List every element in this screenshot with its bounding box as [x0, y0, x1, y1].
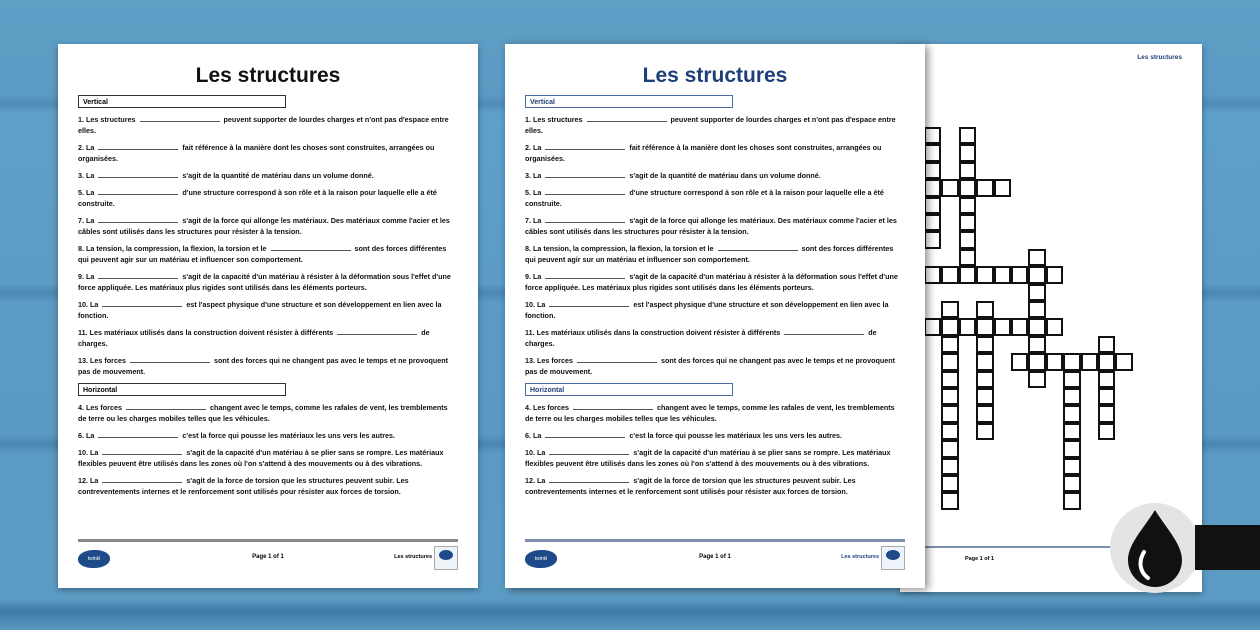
clue-text: sont des forces qui ne changent pas avec le temps et ne provoquent pas de mouvement. [525, 356, 896, 376]
clue-text: La [86, 188, 95, 197]
clue [525, 215, 905, 237]
clue-number: 8. [525, 244, 531, 253]
answer-blank[interactable] [98, 142, 178, 150]
clue-text: de charges. [78, 328, 430, 348]
crossword-cell[interactable] [924, 127, 941, 144]
clue-text: La [533, 216, 542, 225]
crossword-cell[interactable] [924, 144, 941, 161]
answer-blank[interactable] [587, 114, 667, 122]
crossword-cell[interactable] [941, 492, 958, 509]
crossword-cell[interactable] [1081, 353, 1098, 370]
clue-text: Les matériaux utilisés dans la construction doivent résister à différents [536, 328, 781, 337]
clue-text: La [533, 188, 542, 197]
clue-text: Les forces [86, 403, 122, 412]
crossword-cell[interactable] [1098, 388, 1115, 405]
clue [525, 327, 905, 349]
crossword-cell[interactable] [976, 301, 993, 318]
clue-number: 11. [525, 328, 535, 337]
crossword-cell[interactable] [941, 388, 958, 405]
clue [78, 187, 458, 209]
clue-text: Les structures [86, 115, 136, 124]
crossword-page-number: Page 1 of 1 [965, 556, 995, 562]
crossword-cell[interactable] [941, 440, 958, 457]
crossword-cell[interactable] [1028, 266, 1045, 283]
crossword-cell[interactable] [1063, 475, 1080, 492]
clue-text: La [90, 300, 99, 309]
crossword-cell[interactable] [959, 231, 976, 248]
clue [525, 299, 905, 321]
clue [78, 475, 458, 497]
crossword-cell[interactable] [976, 388, 993, 405]
clue-text: La [86, 143, 95, 152]
clue-text: c'est la force qui pousse les matériaux les uns vers les autres. [629, 431, 843, 440]
clue-number: 12. [78, 476, 88, 485]
crossword-cell[interactable] [1046, 353, 1063, 370]
answer-blank[interactable] [549, 447, 629, 455]
clue-number: 13. [525, 356, 535, 365]
clue-text: sont des forces qui ne changent pas avec le temps et ne provoquent pas de mouvement. [78, 356, 449, 376]
crossword-cell[interactable] [924, 179, 941, 196]
clue-number: 8. [78, 244, 84, 253]
logo: twinkl [78, 550, 110, 568]
clue-number: 6. [78, 431, 84, 440]
clue-number: 10. [525, 448, 535, 457]
crossword-cell[interactable] [1046, 318, 1063, 335]
crossword-cell[interactable] [1063, 371, 1080, 388]
clue-text: La [86, 216, 95, 225]
clue [78, 402, 458, 424]
clue-text: Les forces [533, 403, 569, 412]
answer-blank[interactable] [140, 114, 220, 122]
crossword-cell[interactable] [1046, 266, 1063, 283]
page-footer [78, 539, 458, 588]
section-horizontal: Horizontal [78, 383, 286, 396]
crossword-cell[interactable] [941, 458, 958, 475]
clue-number: 10. [78, 300, 88, 309]
crossword-cell[interactable] [1098, 405, 1115, 422]
answer-blank[interactable] [549, 299, 629, 307]
answer-blank[interactable] [102, 475, 182, 483]
badge-bar [1195, 525, 1260, 570]
clue [78, 243, 458, 265]
answer-blank[interactable] [545, 170, 625, 178]
clue-number: 10. [78, 448, 88, 457]
page-number: Page 1 of 1 [699, 554, 731, 560]
clue-text: La [537, 448, 546, 457]
clue [525, 355, 905, 377]
clue [78, 215, 458, 237]
crossword-cell[interactable] [1063, 353, 1080, 370]
clue [525, 170, 905, 181]
footer-text: Les structures [394, 554, 432, 560]
clue-text: s'agit de la capacité d'un matériau à résister à la déformation sous l'effet d'une force appliquée. Les matériaux plus rigides sont utilisés dans les éléments porteurs. [525, 272, 898, 292]
crossword-cell[interactable] [1011, 318, 1028, 335]
crossword-cell[interactable] [994, 318, 1011, 335]
clue [78, 430, 458, 441]
clue-number: 10. [525, 300, 535, 309]
clue-number: 2. [78, 143, 84, 152]
worksheet-page-blue [505, 44, 925, 588]
clue [78, 327, 458, 349]
clue-text: changent avec le temps, comme les rafales de vent, les tremblements de terre ou les charges mobiles telles que les véhicules. [525, 403, 895, 423]
answer-blank[interactable] [98, 187, 178, 195]
clue-text: s'agit de la quantité de matériau dans un volume donné. [182, 171, 374, 180]
clue-number: 3. [78, 171, 84, 180]
clue-text: La [86, 431, 95, 440]
crossword-cell[interactable] [1063, 423, 1080, 440]
crossword-cell[interactable] [976, 405, 993, 422]
clue-text: La [537, 476, 546, 485]
clue [78, 299, 458, 321]
logo: twinkl [525, 550, 557, 568]
crossword-cell[interactable] [1063, 458, 1080, 475]
crossword-cell[interactable] [941, 405, 958, 422]
clue-text: d'une structure correspond à son rôle et à la raison pour laquelle elle a été construite. [525, 188, 884, 208]
clue-text: changent avec le temps, comme les rafales de vent, les tremblements de terre ou les charges mobiles telles que les véhicules. [78, 403, 448, 423]
clue [78, 355, 458, 377]
crossword-cell[interactable] [924, 266, 941, 283]
clue-text: s'agit de la capacité d'un matériau à résister à la déformation sous l'effet d'une force appliquée. Les matériaux plus rigides sont utilisés dans les éléments porteurs. [78, 272, 451, 292]
crossword-cell[interactable] [1063, 388, 1080, 405]
clue-text: fait référence à la manière dont les choses sont construites, arrangées ou organisées. [525, 143, 882, 163]
clue-number: 5. [78, 188, 84, 197]
clue-text: s'agit de la force qui allonge les matériaux. Des matériaux comme l'acier et les câbles sont utilisés dans les structures pour résister à la tension. [78, 216, 450, 236]
section-vertical: Vertical [525, 95, 733, 108]
clue-text: La tension, la compression, la flexion, la torsion et le [86, 244, 267, 253]
clue [78, 114, 458, 136]
clue [525, 114, 905, 136]
crossword-cell[interactable] [924, 318, 941, 335]
clue-number: 6. [525, 431, 531, 440]
answer-blank[interactable] [718, 243, 798, 251]
clue-number: 11. [78, 328, 88, 337]
page-title: Les structures [195, 64, 341, 87]
crossword-cell[interactable] [1011, 266, 1028, 283]
answer-blank[interactable] [545, 430, 625, 438]
crossword-cell[interactable] [941, 336, 958, 353]
crossword-cell[interactable] [959, 197, 976, 214]
answer-blank[interactable] [126, 402, 206, 410]
crossword-cell[interactable] [1115, 353, 1132, 370]
clue-text: peuvent supporter de lourdes charges et n'ont pas d'espace entre elles. [525, 115, 896, 135]
clue-text: La [90, 448, 99, 457]
clue-number: 3. [525, 171, 531, 180]
clue-number: 9. [525, 272, 531, 281]
clue-text: Les structures [533, 115, 583, 124]
clue-text: s'agit de la force de torsion que les structures peuvent subir. Les contreventements internes et le renforcement sont utilisés pour résister aux forces de torsion. [525, 476, 856, 496]
clue-text: La [86, 171, 95, 180]
crossword-cell[interactable] [959, 214, 976, 231]
clue-text: La [533, 431, 542, 440]
clue-number: 9. [78, 272, 84, 281]
crossword-cell[interactable] [1098, 423, 1115, 440]
crossword-cell[interactable] [1098, 353, 1115, 370]
crossword-cell[interactable] [959, 266, 976, 283]
crossword-cell[interactable] [1028, 249, 1045, 266]
clue-text: s'agit de la quantité de matériau dans un volume donné. [629, 171, 821, 180]
clue [525, 402, 905, 424]
crossword-cell[interactable] [994, 179, 1011, 196]
answer-blank[interactable] [271, 243, 351, 251]
clue-text: d'une structure correspond à son rôle et à la raison pour laquelle elle a été construite. [78, 188, 437, 208]
crossword-cell[interactable] [976, 371, 993, 388]
clue-number: 12. [525, 476, 535, 485]
answer-blank[interactable] [98, 215, 178, 223]
clue-text: Les matériaux utilisés dans la construction doivent résister à différents [89, 328, 334, 337]
crossword-cell[interactable] [994, 266, 1011, 283]
clue [525, 430, 905, 441]
clue [525, 142, 905, 164]
clue-text: La [533, 171, 542, 180]
section-vertical: Vertical [78, 95, 286, 108]
crossword-cell[interactable] [976, 179, 993, 196]
answer-blank[interactable] [577, 355, 657, 363]
clue-text: s'agit de la capacité d'un matériau à se plier sans se rompre. Les matériaux flexibles peuvent être utilisés dans les zones où l'on s'attend à des mouvements ou à des vibrations. [525, 448, 891, 468]
clue [78, 170, 458, 181]
clue-text: La [90, 476, 99, 485]
clue [78, 142, 458, 164]
clue [525, 447, 905, 469]
crossword-cell[interactable] [1063, 492, 1080, 509]
crossword-cell[interactable] [959, 179, 976, 196]
answer-blank[interactable] [549, 475, 629, 483]
page-title: Les structures [642, 64, 788, 87]
clue [78, 447, 458, 469]
clue-text: La tension, la compression, la flexion, la torsion et le [533, 244, 714, 253]
crossword-cell[interactable] [941, 475, 958, 492]
page-number: Page 1 of 1 [252, 554, 284, 560]
crossword-cell[interactable] [1098, 336, 1115, 353]
answer-blank[interactable] [784, 327, 864, 335]
clue-number: 1. [78, 115, 84, 124]
crossword-cell[interactable] [1063, 405, 1080, 422]
answer-blank[interactable] [545, 215, 625, 223]
answer-blank[interactable] [545, 187, 625, 195]
crossword-cell[interactable] [959, 318, 976, 335]
crossword-cell[interactable] [959, 127, 976, 144]
clue-text: La [537, 300, 546, 309]
clue-text: s'agit de la force qui allonge les matériaux. Des matériaux comme l'acier et les câbles sont utilisés dans les structures pour résister à la tension. [525, 216, 897, 236]
clue-text: peuvent supporter de lourdes charges et n'ont pas d'espace entre elles. [78, 115, 449, 135]
crossword-cell[interactable] [941, 318, 958, 335]
crossword-cell[interactable] [1028, 371, 1045, 388]
clue-text: sont des forces différentes qui peuvent agir sur un matériau et influencer son comportement. [78, 244, 447, 264]
clue [525, 187, 905, 209]
clue [525, 475, 905, 497]
answer-blank[interactable] [130, 355, 210, 363]
answer-blank[interactable] [98, 430, 178, 438]
answer-blank[interactable] [102, 299, 182, 307]
clue-text: sont des forces différentes qui peuvent agir sur un matériau et influencer son comportement. [525, 244, 894, 264]
crossword-cell[interactable] [1028, 318, 1045, 335]
crossword-cell[interactable] [976, 266, 993, 283]
clue-number: 7. [78, 216, 84, 225]
crossword-cell[interactable] [1098, 371, 1115, 388]
crossword-cell[interactable] [941, 423, 958, 440]
crossword-cell[interactable] [1028, 284, 1045, 301]
clue [525, 271, 905, 293]
crossword-cell[interactable] [976, 318, 993, 335]
crossword-cell[interactable] [959, 162, 976, 179]
crossword-cell[interactable] [924, 214, 941, 231]
answer-blank[interactable] [545, 142, 625, 150]
clue-text: s'agit de la force de torsion que les structures peuvent subir. Les contreventements internes et le renforcement sont utilisés pour résister aux forces de torsion. [78, 476, 409, 496]
crossword-cell[interactable] [976, 353, 993, 370]
crossword-cell[interactable] [976, 423, 993, 440]
answer-blank[interactable] [545, 271, 625, 279]
clue-number: 1. [525, 115, 531, 124]
crossword-cell[interactable] [1028, 353, 1045, 370]
crossword-cell[interactable] [924, 197, 941, 214]
ink-drop-icon [1126, 508, 1184, 588]
clue-text: est l'aspect physique d'une structure et son développement en lien avec la fonction. [78, 300, 442, 320]
clue [78, 271, 458, 293]
clue [525, 243, 905, 265]
crossword-cell[interactable] [1011, 353, 1028, 370]
answer-blank[interactable] [98, 170, 178, 178]
mascot-icon [881, 546, 905, 570]
clue-text: fait référence à la manière dont les choses sont construites, arrangées ou organisées. [78, 143, 435, 163]
clue-number: 4. [78, 403, 84, 412]
clue-number: 4. [525, 403, 531, 412]
clue-text: La [533, 143, 542, 152]
clue-number: 13. [78, 356, 88, 365]
page-footer [525, 539, 905, 588]
answer-blank[interactable] [573, 402, 653, 410]
crossword-cell[interactable] [1028, 336, 1045, 353]
crossword-header: Les structures [1137, 54, 1182, 61]
clue-number: 2. [525, 143, 531, 152]
answer-blank[interactable] [102, 447, 182, 455]
clue-text: de charges. [525, 328, 877, 348]
crossword-cell[interactable] [976, 336, 993, 353]
clue-text: c'est la force qui pousse les matériaux les uns vers les autres. [182, 431, 396, 440]
footer-text: Les structures [841, 554, 879, 560]
clue-text: Les forces [90, 356, 126, 365]
crossword-cell[interactable] [924, 231, 941, 248]
crossword-cell[interactable] [1028, 301, 1045, 318]
crossword-cell[interactable] [941, 266, 958, 283]
answer-blank[interactable] [337, 327, 417, 335]
clue-text: est l'aspect physique d'une structure et son développement en lien avec la fonction. [525, 300, 889, 320]
crossword-cell[interactable] [941, 301, 958, 318]
clue-text: La [86, 272, 95, 281]
clue-number: 5. [525, 188, 531, 197]
crossword-cell[interactable] [959, 249, 976, 266]
clue-text: Les forces [537, 356, 573, 365]
crossword-cell[interactable] [941, 353, 958, 370]
worksheet-page-black [58, 44, 478, 588]
clue-number: 7. [525, 216, 531, 225]
mascot-icon [434, 546, 458, 570]
crossword-cell[interactable] [924, 162, 941, 179]
crossword-cell[interactable] [941, 179, 958, 196]
crossword-cell[interactable] [941, 371, 958, 388]
clue-text: La [533, 272, 542, 281]
crossword-cell[interactable] [959, 144, 976, 161]
crossword-cell[interactable] [1063, 440, 1080, 457]
clue-text: s'agit de la capacité d'un matériau à se plier sans se rompre. Les matériaux flexibles peuvent être utilisés dans les zones où l'on s'attend à des mouvements ou à des vibrations. [78, 448, 444, 468]
section-horizontal: Horizontal [525, 383, 733, 396]
answer-blank[interactable] [98, 271, 178, 279]
